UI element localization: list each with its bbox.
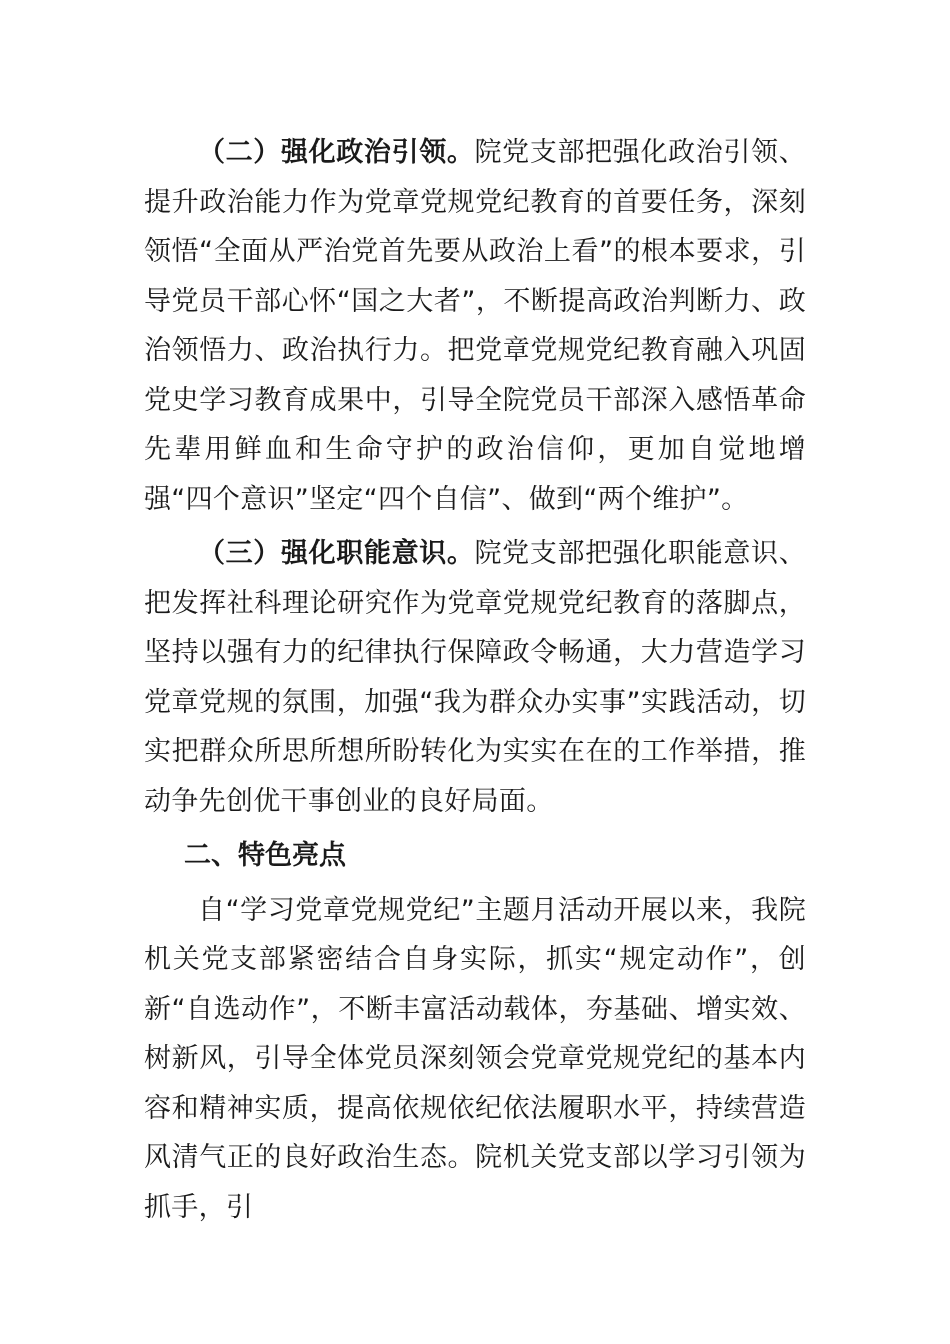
document-page — [144, 128, 806, 1232]
paragraph-strengthen-functional-awareness — [144, 529, 806, 826]
paragraph-highlights-body: 自“学习党章党规党纪”主题月活动开展以来，我院机关党支部紧密结合自身实际，抓实“规定动作”，创新“自选动作”，不断丰富活动载体，夯基础、增实效、树新风，引导全体党员深刻领会党章党规党纪的基本内容和精神实质，提高依规依纪依法履职水平，持续营造风清气正的良好政治生态。院机关党支部以学习引领为抓手，引 — [144, 894, 806, 1223]
paragraph-body: 院党支部把强化职能意识、把发挥社科理论研究作为党章党规党纪教育的落脚点，坚持以强有力的纪律执行保障政令畅通，大力营造学习党章党规的氛围，加强“我为群众办实事”实践活动，切实把群众所思所想所盼转化为实实在在的工作举措，推动争先创优干事创业的良好局面。 — [144, 538, 807, 817]
paragraph-lead-title: （三）强化职能意识。 — [198, 538, 475, 569]
paragraph-lead-title: （二）强化政治引领。 — [198, 137, 475, 168]
paragraph-strengthen-political-leadership — [144, 128, 806, 524]
section-heading-highlights: 二、特色亮点 — [184, 840, 346, 871]
paragraph-body: 院党支部把强化政治引领、提升政治能力作为党章党规党纪教育的首要任务，深刻领悟“全面从严治党首先要从政治上看”的根本要求，引导党员干部心怀“国之大者”，不断提高政治判断力、政治领悟力、政治执行力。把党章党规党纪教育融入巩固党史学习教育成果中，引导全院党员干部深入感悟革命先辈用鲜血和生命守护的政治信仰，更加自觉地增强“四个意识”坚定“四个自信”、做到“两个维护”。 — [144, 137, 807, 515]
